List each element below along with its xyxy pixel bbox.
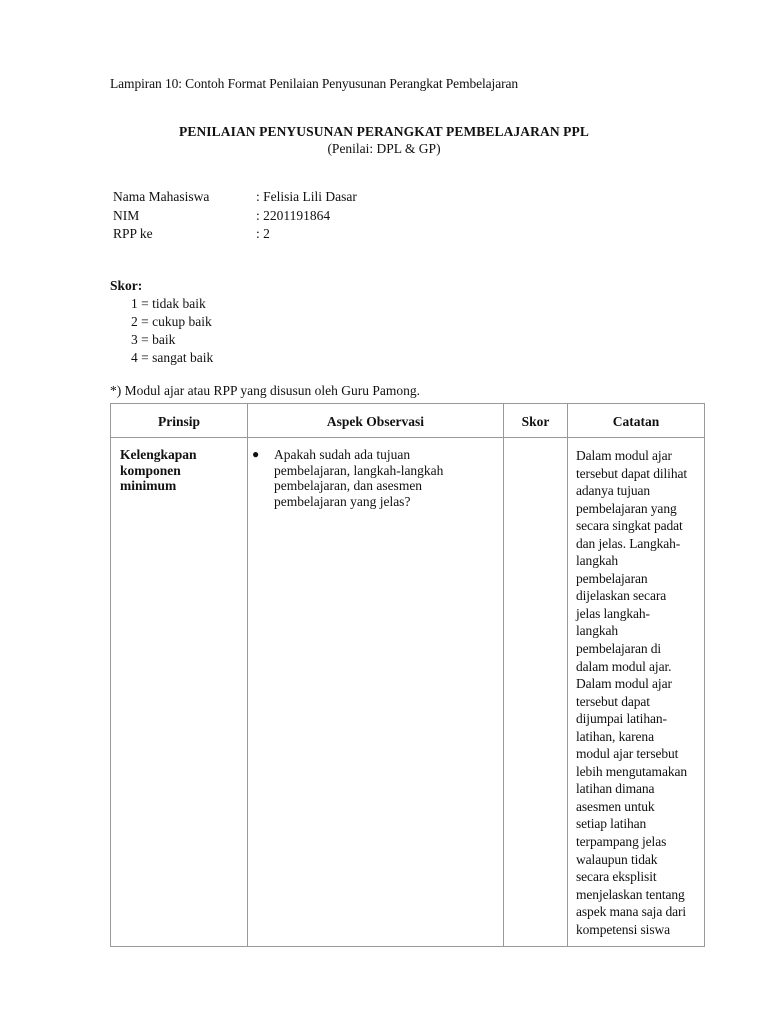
catatan-line: Dalam modul ajar: [576, 448, 672, 463]
score-legend-item: 2 = cukup baik: [131, 314, 212, 329]
catatan-line: walaupun tidak: [576, 851, 658, 867]
catatan-line: pembelajaran di: [576, 641, 662, 657]
score-legend-heading: Skor:: [110, 278, 143, 293]
bullet-icon: ●: [252, 447, 260, 461]
footnote: *) Modul ajar atau RPP yang disusun oleh Guru Pamong.: [110, 383, 420, 398]
catatan-line: menjelaskan tentang: [576, 886, 685, 902]
catatan-line: pembelajaran: [576, 570, 648, 586]
info-value: : Felisia Lili Dasar: [256, 189, 357, 204]
info-label: NIM: [113, 207, 140, 223]
info-label: RPP ke: [113, 226, 153, 241]
catatan-line: dan jelas. Langkah-: [576, 535, 681, 551]
catatan-line: langkah: [576, 623, 619, 639]
info-label: Nama Mahasiswa: [113, 189, 210, 204]
column-header-skor: Skor: [521, 414, 550, 429]
info-row-nama: [113, 188, 357, 207]
prinsip-line: minimum: [120, 478, 177, 493]
score-legend: [110, 277, 213, 367]
catatan-line: modul ajar tersebut: [576, 746, 679, 762]
aspek-text: [274, 447, 474, 509]
column-header-prinsip: Prinsip: [157, 414, 200, 429]
catatan-line: terpampang jelas: [576, 834, 667, 850]
catatan-line: jelas langkah-: [576, 605, 650, 621]
table-divider: [567, 404, 568, 946]
table-divider: [247, 404, 248, 946]
cell-catatan: [576, 447, 704, 938]
score-legend-item: 3 = baik: [131, 332, 176, 347]
aspek-line: pembelajaran yang jelas?: [274, 493, 411, 509]
catatan-line: tersebut dapat dilihat: [576, 465, 688, 481]
score-legend-item: 1 = tidak baik: [131, 296, 206, 311]
catatan-line: latihan dimana: [576, 781, 655, 797]
cell-prinsip: [120, 447, 240, 494]
table-divider: [503, 404, 504, 946]
info-value: : 2: [256, 226, 270, 241]
table-divider: [111, 437, 704, 438]
aspek-line: pembelajaran, dan asesmen: [274, 478, 423, 493]
catatan-line: setiap latihan: [576, 816, 647, 832]
catatan-line: lebih mengutamakan: [576, 763, 688, 779]
aspek-line: pembelajaran, langkah-langkah: [274, 462, 444, 478]
student-info: [113, 188, 357, 244]
column-header-aspek: Aspek Observasi: [326, 414, 425, 429]
catatan-line: dijumpai latihan-: [576, 711, 667, 727]
catatan-line: dalam modul ajar.: [576, 658, 672, 674]
catatan-line: secara eksplisit: [576, 869, 657, 885]
catatan-line: pembelajaran yang: [576, 500, 677, 516]
info-row-nim: [113, 207, 357, 226]
column-header-catatan: Catatan: [612, 414, 660, 429]
score-legend-item: 4 = sangat baik: [131, 350, 214, 365]
catatan-line: tersebut dapat: [576, 693, 650, 709]
info-value: : 2201191864: [256, 207, 331, 223]
prinsip-line: komponen: [120, 462, 181, 478]
catatan-line: adanya tujuan: [576, 483, 651, 499]
catatan-line: Dalam modul ajar: [576, 676, 672, 692]
prinsip-line: Kelengkapan: [120, 447, 197, 462]
catatan-line: aspek mana saja dari: [576, 904, 687, 920]
catatan-line: langkah: [576, 553, 619, 569]
info-row-rpp: [113, 225, 357, 244]
catatan-line: kompetensi siswa: [576, 921, 671, 937]
catatan-line: secara singkat padat: [576, 518, 683, 534]
aspek-line: Apakah sudah ada tujuan: [274, 447, 411, 462]
catatan-line: dijelaskan secara: [576, 588, 667, 604]
document-title: PENILAIAN PENYUSUNAN PERANGKAT PEMBELAJARAN PPL: [179, 124, 589, 139]
assessment-table: [110, 403, 705, 947]
document-subtitle: (Penilai: DPL & GP): [327, 141, 441, 156]
catatan-line: asesmen untuk: [576, 798, 655, 814]
lampiran-caption: Lampiran 10: Contoh Format Penilaian Penyusunan Perangkat Pembelajaran: [110, 76, 519, 91]
catatan-line: latihan, karena: [576, 728, 654, 744]
